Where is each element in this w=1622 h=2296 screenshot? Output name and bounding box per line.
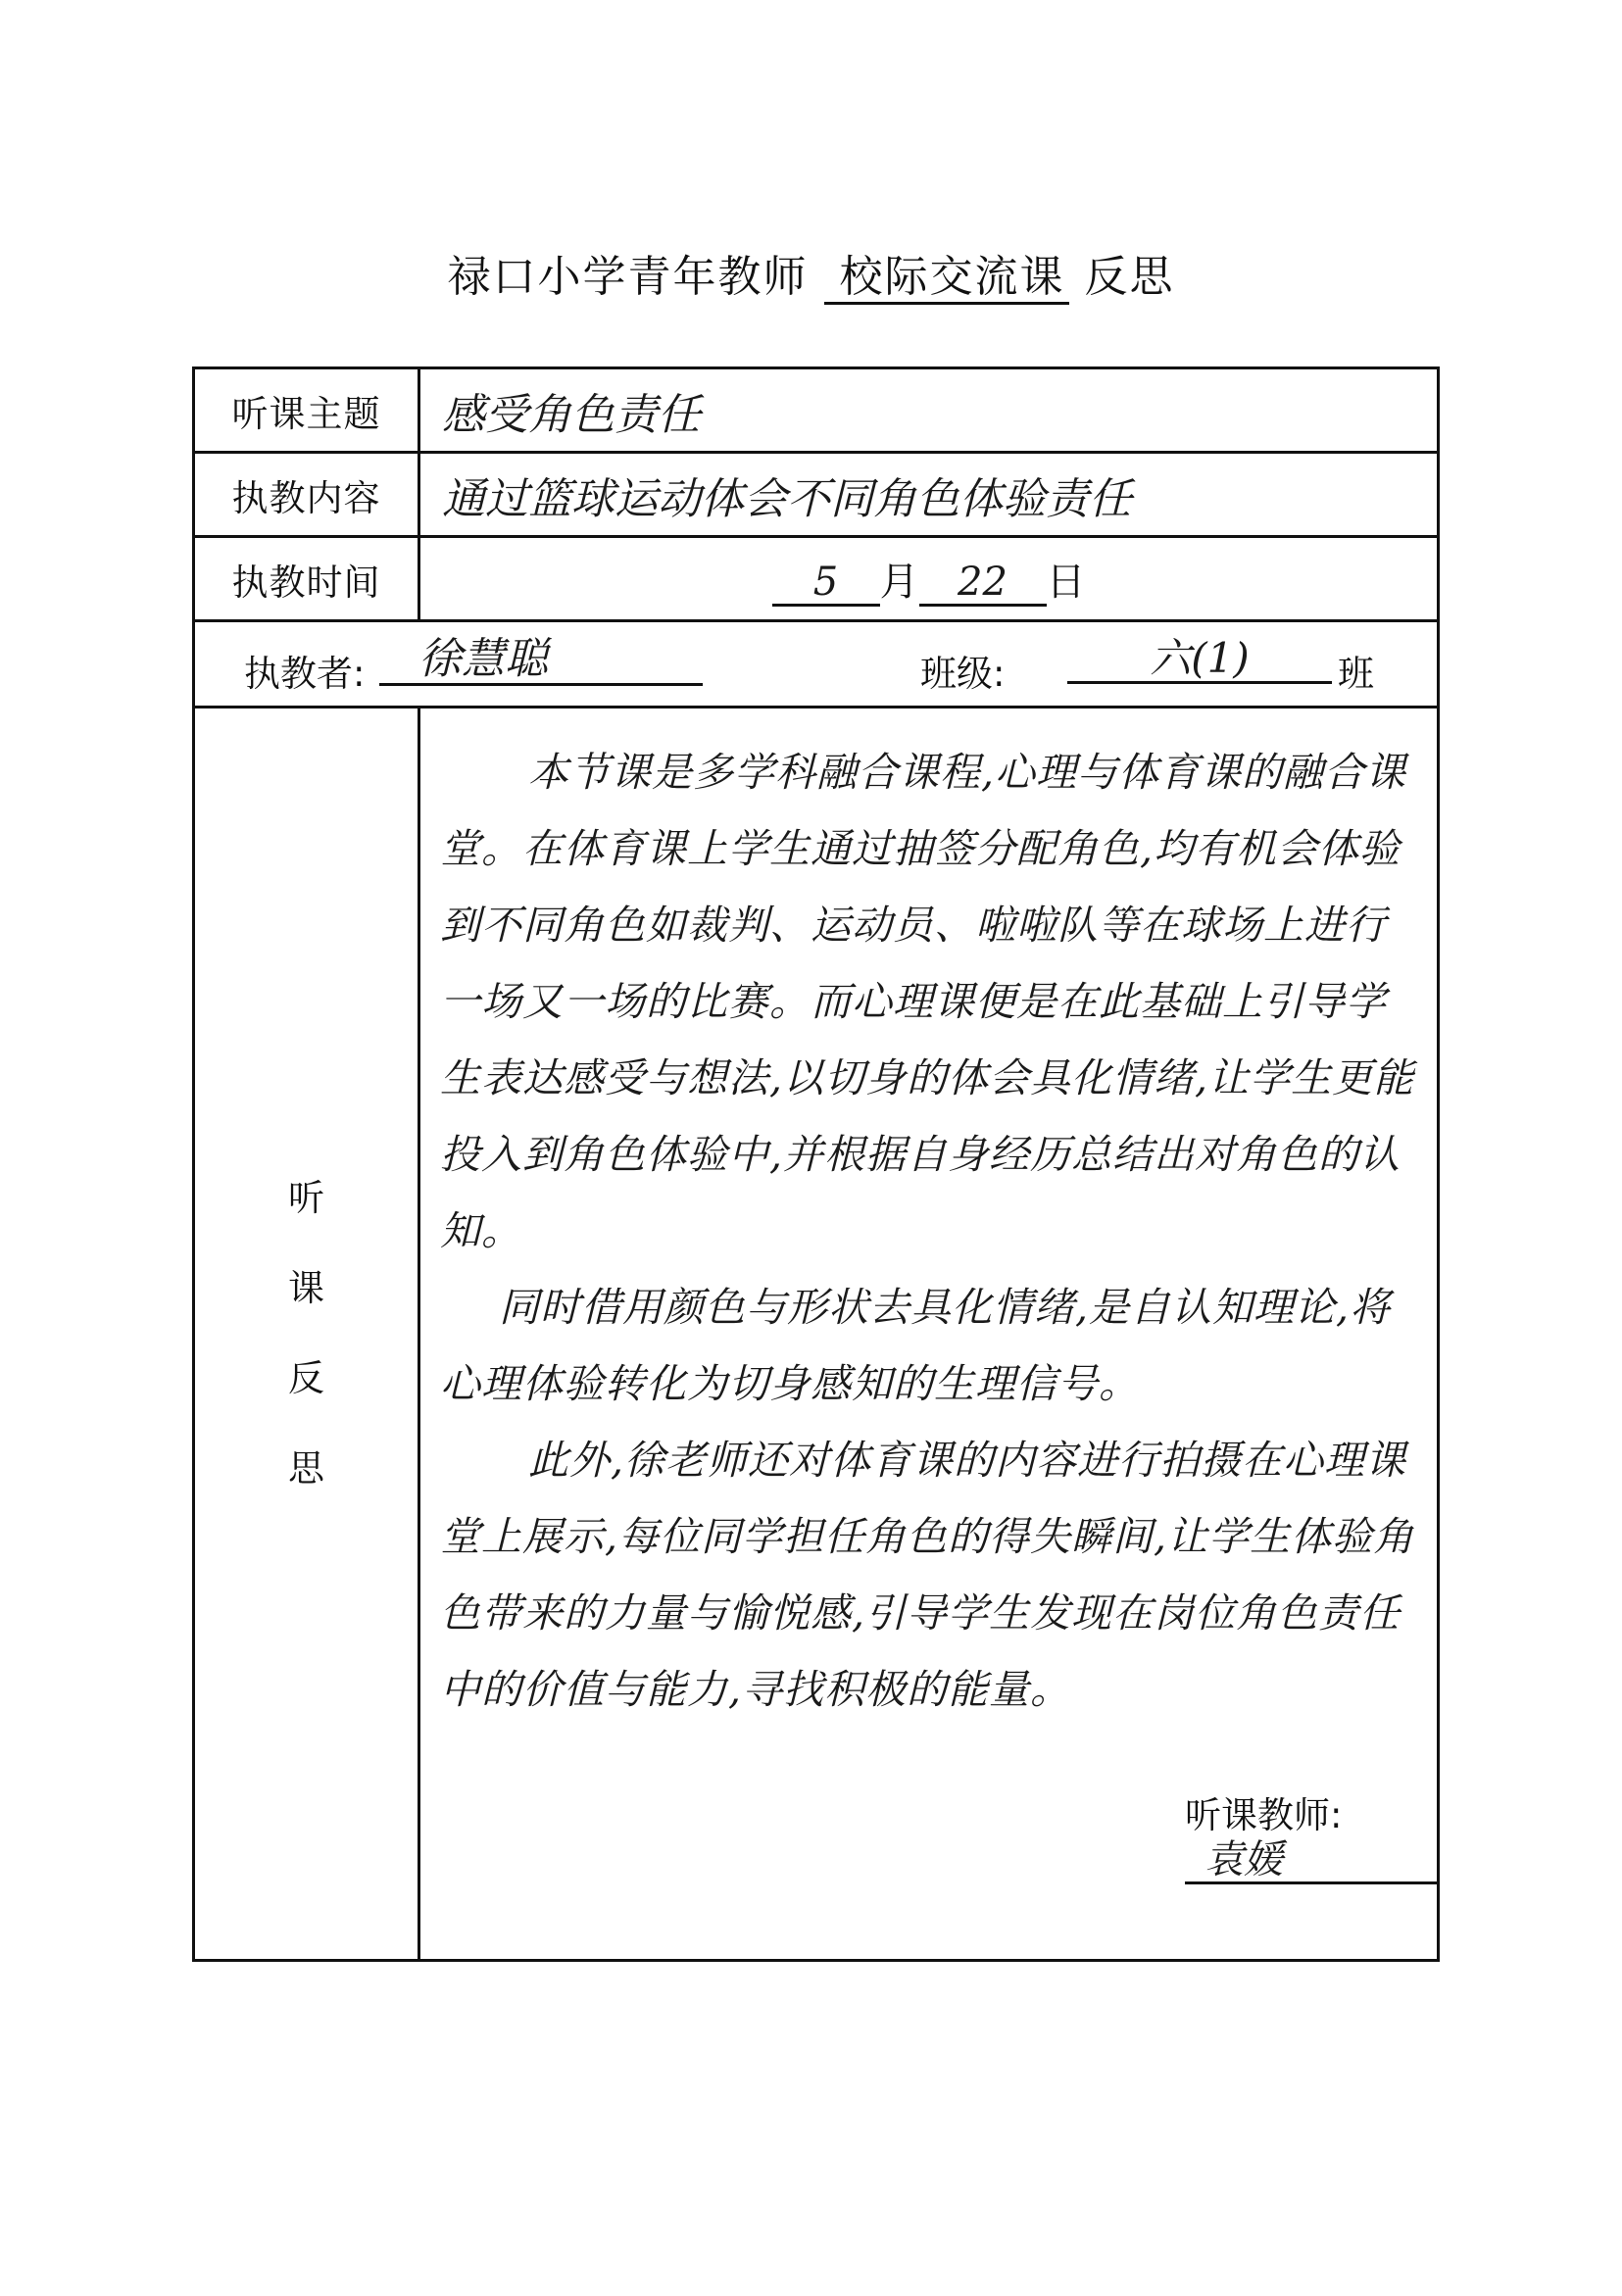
class-unit: 班 xyxy=(1338,653,1374,695)
listener-name: 袁媛 xyxy=(1185,1838,1440,1884)
title-prefix: 禄口小学青年教师 xyxy=(447,252,809,302)
reflection-label-char: 反 xyxy=(288,1357,324,1399)
reflection-paragraph: 同时借用颜色与形状去具化情绪,是自认知理论,将心理体验转化为切身感知的生理信号。 xyxy=(440,1284,1392,1407)
listener-signature xyxy=(1185,1785,1440,1884)
reflection-cell xyxy=(419,708,1439,1961)
title-highlight: 校际交流课 xyxy=(824,255,1069,305)
class-label: 班级: xyxy=(920,653,1006,695)
reflection-label xyxy=(194,708,419,1961)
content-value: 通过篮球运动体会不同角色体验责任 xyxy=(419,453,1439,537)
teacher-cell xyxy=(194,621,1439,708)
document-title xyxy=(0,241,1622,305)
teacher-label: 执教者: xyxy=(244,653,366,695)
time-label: 执教时间 xyxy=(194,537,419,621)
day-unit: 日 xyxy=(1046,560,1086,605)
class-value: 六(1) xyxy=(1067,636,1332,684)
title-suffix: 反思 xyxy=(1084,252,1175,302)
content-label: 执教内容 xyxy=(194,453,419,537)
row-time xyxy=(194,537,1439,621)
teacher-name: 徐慧聪 xyxy=(379,636,703,686)
reflection-label-char: 思 xyxy=(288,1447,324,1490)
topic-value: 感受角色责任 xyxy=(419,368,1439,453)
reflection-form-table xyxy=(192,366,1440,1962)
day-value: 22 xyxy=(919,561,1047,607)
row-teacher xyxy=(194,621,1439,708)
reflection-paragraph: 本节课是多学科融合课程,心理与体育课的融合课堂。在体育课上学生通过抽签分配角色,均有机会体验到不同角色如裁判、运动员、啦啦队等在球场上进行一场又一场的比赛。而心理课便是在此基础上引导学生表达感受与想法,以切身的体会具化情绪,让学生更能投入到角色体验中,并根据自身经历总结出对角色的认知。 xyxy=(440,749,1415,1254)
row-topic xyxy=(194,368,1439,453)
reflection-label-char: 听 xyxy=(288,1177,324,1219)
listener-label: 听课教师: xyxy=(1185,1794,1343,1836)
time-value xyxy=(419,537,1439,621)
month-value: 5 xyxy=(772,561,880,607)
reflection-paragraph: 此外,徐老师还对体育课的内容进行拍摄在心理课堂上展示,每位同学担任角色的得失瞬间,让学生体验角色带来的力量与愉悦感,引导学生发现在岗位角色责任中的价值与能力,寻找积极的能量。 xyxy=(440,1437,1415,1713)
month-unit: 月 xyxy=(879,560,919,605)
topic-label: 听课主题 xyxy=(194,368,419,453)
reflection-label-char: 课 xyxy=(288,1267,324,1309)
reflection-text xyxy=(420,708,1437,1728)
row-content xyxy=(194,453,1439,537)
row-reflection xyxy=(194,708,1439,1961)
